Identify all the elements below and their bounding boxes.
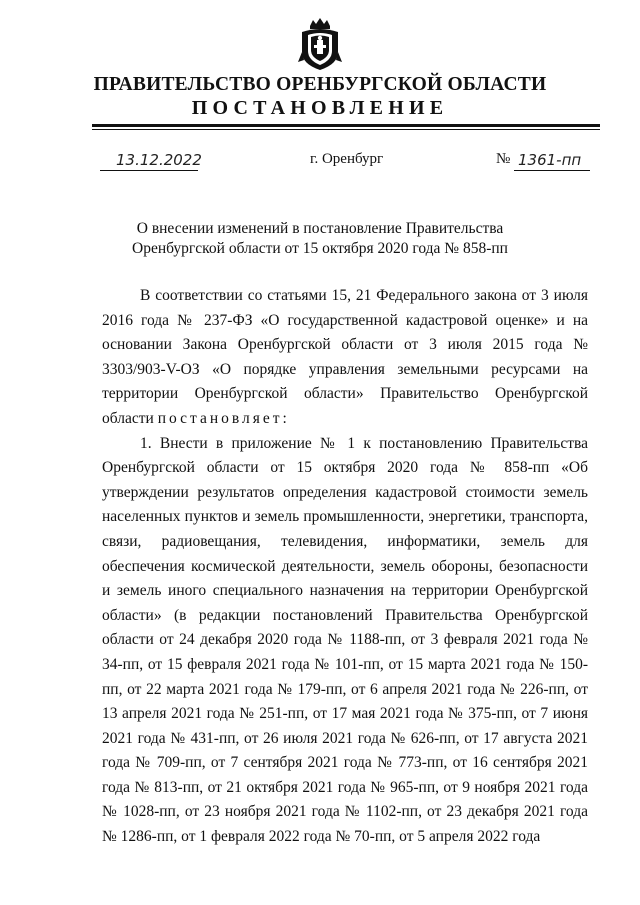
coat-of-arms-icon xyxy=(296,18,344,72)
paragraph-item-1: 1. Внести в приложение № 1 к постановлению Правительства Оренбургской области от 15 октября 2020 года № 858-пп «Об утверждении результатов определения кадастровой стоимости земель населенных пунктов и земель промышленности, энергетики, транспорта, связи, радиовещания, телевидения, информатики, земель для обеспечения космической деятельности, земель обороны, безопасности и земель иного специального назначения на территории Оренбургской области» (в редакции постановлений Правительства Оренбургской области от 24 декабря 2020 года № 1188-пп, от 3 февраля 2021 года № 34-пп, от 15 февраля 2021 года № 101-пп, от 15 марта 2021 года № 150-пп, от 22 марта 2021 года № 179-пп, от 6 апреля 2021 года № 226-пп, от 13 апреля 2021 года № 251-пп, от 17 мая 2021 года № 375-пп, от 7 июня 2021 года № 431-пп, от 26 июля 2021 года № 626-пп, от 17 августа 2021 года № 709-пп, от 7 сентября 2021 года № 773-пп, от 16 сентября 2021 года № 813-пп, от 21 октября 2021 года № 965-пп, от 9 ноября 2021 года № 1028-пп, от 23 ноября 2021 года № 1102-пп, от 23 декабря 2021 года № 1286-пп, от 1 февраля 2022 года № 70-пп, от 5 апреля 2022 года xyxy=(102,434,588,846)
header-rule-thin xyxy=(92,129,600,130)
subject-line-2: Оренбургской области от 15 октября 2020 года № 858-пп xyxy=(132,240,508,257)
number-handwritten: 1361-пп xyxy=(518,151,582,169)
paragraph-preamble xyxy=(102,284,588,432)
date-handwritten: 13.12.2022 xyxy=(116,151,202,169)
subject-line-1: О внесении изменений в постановление Правительства xyxy=(136,220,504,237)
date-field xyxy=(100,148,202,174)
document-subject xyxy=(0,219,640,259)
number-sign: № xyxy=(496,151,511,167)
number-underline xyxy=(514,170,590,171)
date-underline xyxy=(100,170,198,171)
resolution-word: постановляет: xyxy=(157,409,290,427)
number-field xyxy=(496,148,596,174)
document-body xyxy=(102,284,588,850)
preamble-text: В соответствии со статьями 15, 21 Федерального закона от 3 июля 2016 года № 237-ФЗ «О государственной кадастровой оценке» и на основании Закона Оренбургской области от 3 июля 2015 года № 3303/903-V-ОЗ «О порядке управления земельными ресурсами на территории Оренбургской области» Правительство Оренбургской области xyxy=(102,287,588,427)
city-label: г. Оренбург xyxy=(310,151,384,167)
document-type: ПОСТАНОВЛЕНИЕ xyxy=(191,97,449,119)
organization-title: ПРАВИТЕЛЬСТВО ОРЕНБУРГСКОЙ ОБЛАСТИ xyxy=(93,74,547,95)
header-rule-thick xyxy=(92,124,600,127)
